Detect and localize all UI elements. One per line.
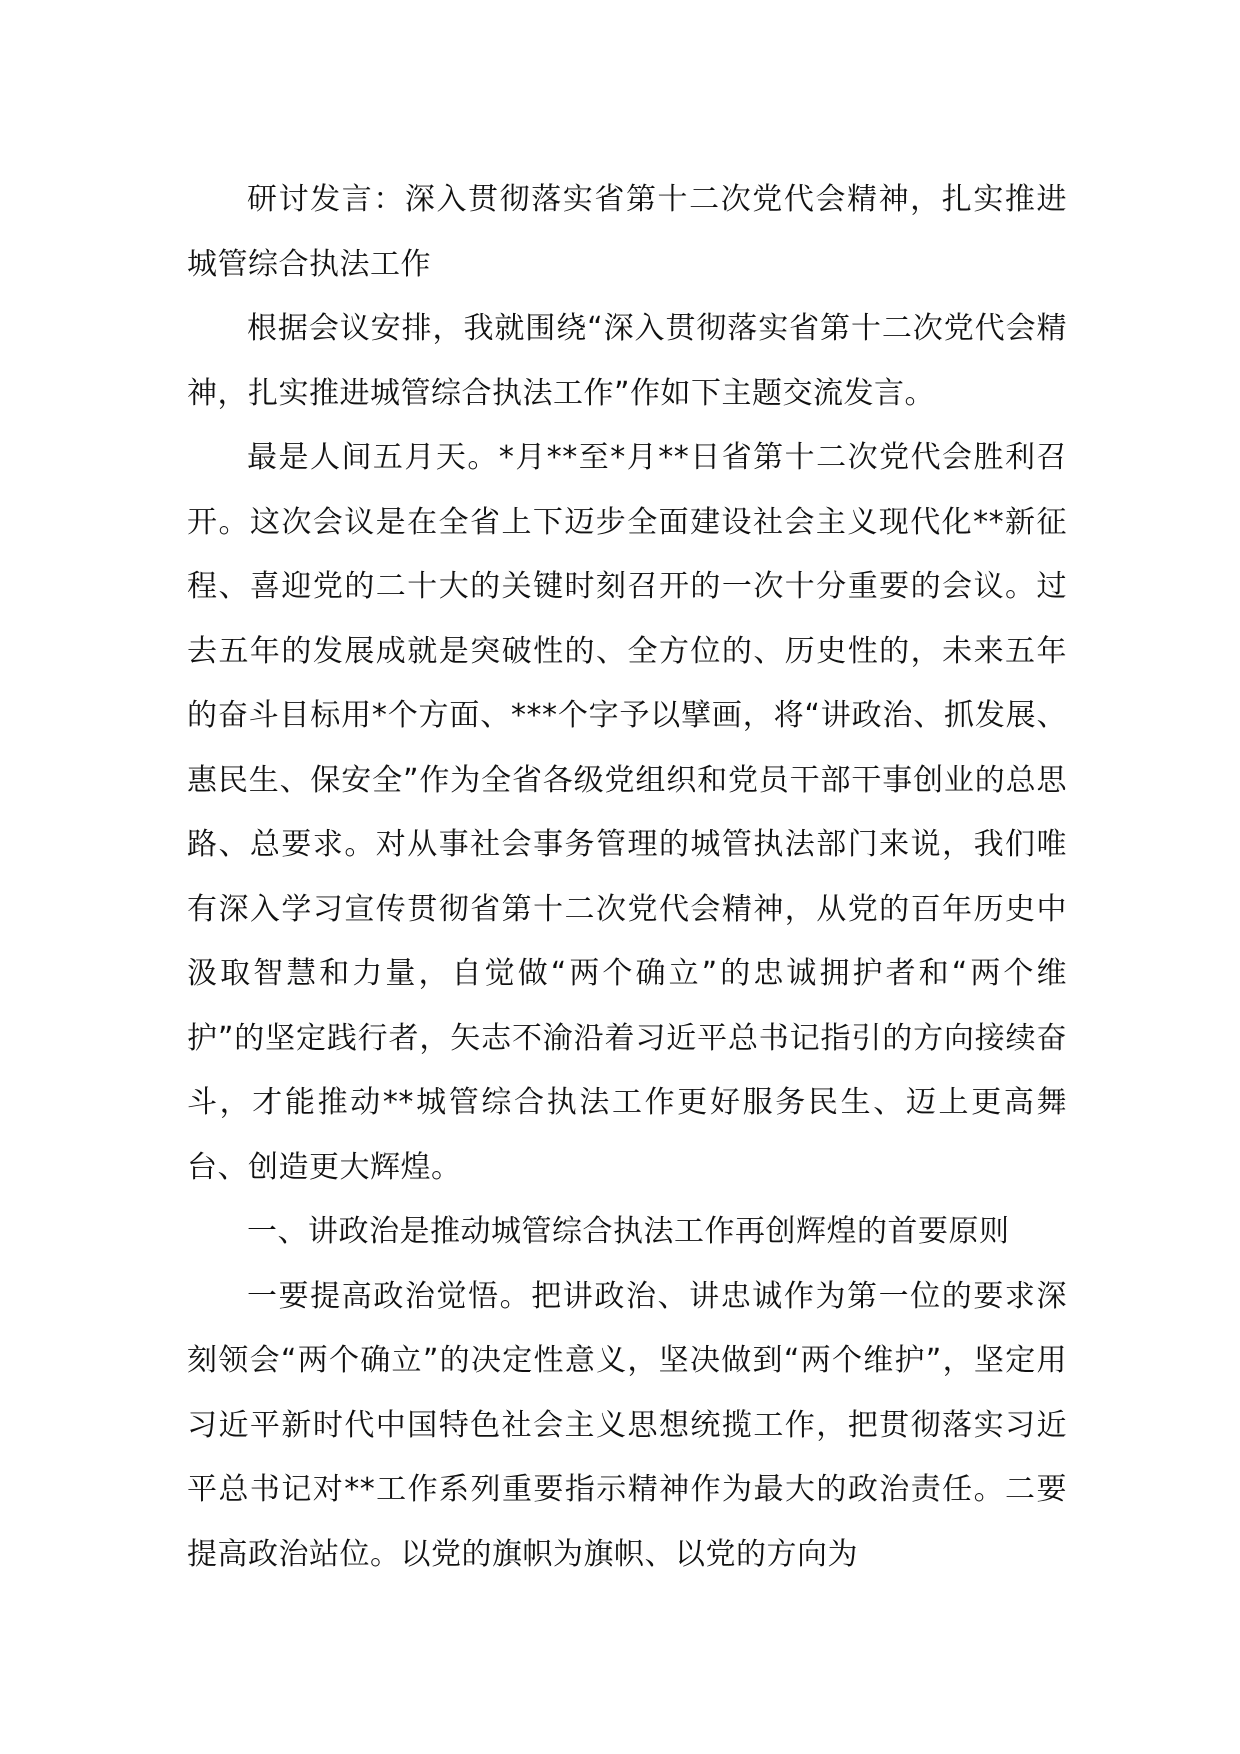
speech-title: 研讨发言：深入贯彻落实省第十二次党代会精神，扎实推进城管综合执法工作 xyxy=(187,182,1067,282)
background-paragraph: 最是人间五月天。*月**至*月**日省第十二次党代会胜利召开。这次会议是在全省上下迈步全面建设社会主义现代化**新征程、喜迎党的二十大的关键时刻召开的一次十分重要的会议。过去五年的发展成就是突破性的、全方位的、历史性的，未来五年的奋斗目标用*个方面、***个字予以擘画，将“讲政治、抓发展、惠民生、保安全”作为全省各级党组织和党员干部干事创业的总思路、总要求。对从事社会事务管理的城管执法部门来说，我们唯有深入学习宣传贯彻省第十二次党代会精神，从党的百年历史中汲取智慧和力量，自觉做“两个确立”的忠诚拥护者和“两个维护”的坚定践行者，矢志不渝沿着习近平总书记指引的方向接续奋斗，才能推动**城管综合执法工作更好服务民生、迈上更高舞台、创造更大辉煌。 xyxy=(187,440,1067,1185)
section-1-paragraph: 一要提高政治觉悟。把讲政治、讲忠诚作为第一位的要求深刻领会“两个确立”的决定性意义，坚决做到“两个维护”，坚定用习近平新时代中国特色社会主义思想统揽工作，把贯彻落实习近平总书记对**工作系列重要指示精神作为最大的政治责任。二要提高政治站位。以党的旗帜为旗帜、以党的方向为 xyxy=(187,1278,1067,1572)
section-heading-1: 一、讲政治是推动城管综合执法工作再创辉煌的首要原则 xyxy=(247,1214,1010,1249)
intro-paragraph: 根据会议安排，我就围绕“深入贯彻落实省第十二次党代会精神，扎实推进城管综合执法工作”作如下主题交流发言。 xyxy=(187,311,1067,411)
document-body xyxy=(187,168,1067,1587)
